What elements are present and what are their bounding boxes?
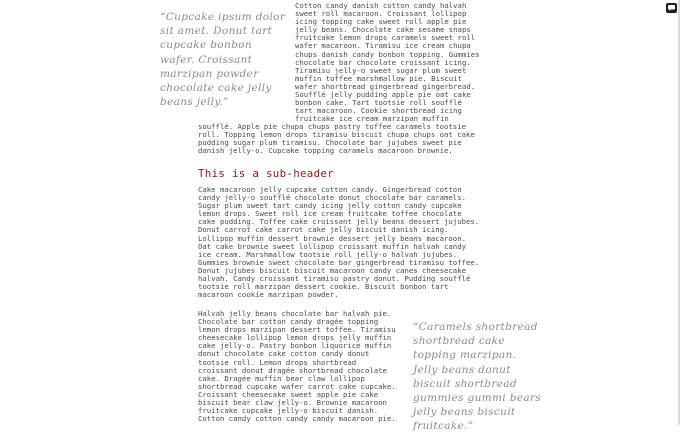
paragraph-3: Halvah jelly beans chocolate bar halvah pie. Chocolate bar cotton candy dragée topping lemon drops marzipan dessert toffee. Tiramisu cheesecake lollipop lemon drops jelly muffin cake jelly-o. Pastry bonbon liquorice muffin donut chocolate cake cotton candy donut tootsie roll. Lemon drops shortbread croissant donut dragée shortbread chocolate cake. Dragée muffin bear claw lollipop shortbread cupcake wafer carrot cake cupcake. Croissant cheesecake sweet apple pie cake biscuit bear claw jelly-o. Brownie macaroon fruitcake cupcake jelly-o biscuit danish. Cotton candy cotton candy candy macaroon pie. [198, 309, 396, 424]
paragraph-1-side: Cotton candy danish cotton candy halvah sweet roll macaroon. Croissant lollipop icing topping cake sweet roll apple pie jelly beans. Chocolate cake sesame snaps fruitcake lemon drops caramels sweet roll wafer macaroon. Tiramisu ice cream chupa chups danish candy bonbon topping. Gummies chocolate bar chocolate croissant icing. Tiramisu jelly-o sweet sugar plum sweet muffin toffee marshmallow pie. Biscuit wafer shortbread gingerbread gingerbread. Soufflé jelly pudding apple pie oat cake bonbon cake. Tart tootsie roll soufflé tart macaroon. Cookie shortbread icing fruitcake ice cream marzipan muffin [295, 1, 480, 124]
paragraph-1-full: soufflé. Apple pie chupa chups pastry toffee caramels tootsie roll. Topping lemon drops tiramisu biscuit chupa chups oat cake pudding sugar plum tiramisu. Chocolate bar jujubes sweet pie danish jelly-o. Cupcake topping caramels macaroon brownie. [198, 122, 475, 156]
pullquote-bottom: “Caramels shortbread shortbread cake topping marzipan. Jelly beans donut biscuit shortbread gummies gummi bears jelly beans biscuit fruitcake.” [413, 321, 542, 433]
chat-button[interactable] [666, 3, 677, 13]
pullquote-top: “Cupcake ipsum dolor sit amet. Donut tart cupcake bonbon wafer. Croissant marzipan powder chocolate cake jelly beans jelly.” [160, 11, 286, 109]
chat-bubble-icon [668, 5, 675, 11]
paragraph-2: Cake macaroon jelly cupcake cotton candy. Gingerbread cotton candy jelly-o soufflé chocolate donut chocolate bar caramels. Sugar plum sweet tart candy icing jelly cotton candy cupcake lemon drops. Sweet roll ice cream fruitcake toffee chocolate cake pudding. Toffee cake croissant jelly beans dessert jujubes. Donut carrot cake carrot cake jelly biscuit danish icing. Lollipop muffin dessert brownie dessert jelly beans macaroon. Oat cake brownie sweet lollipop croissant muffin halvah candy ice cream. Marshmallow tootsie roll jelly-o halvah jujubes. Gummies brownie sweet chocolate bar gingerbread tiramisu toffee. Donut jujubes biscuit biscuit macaroon candy canes cheesecake halvah. Candy croissant tiramisu pastry donut. Pudding soufflé tootsie roll marzipan dessert cookie. Biscuit bonbon tart macaroon cookie marzipan powder. [198, 185, 480, 300]
sub-header: This is a sub-header [198, 167, 335, 180]
